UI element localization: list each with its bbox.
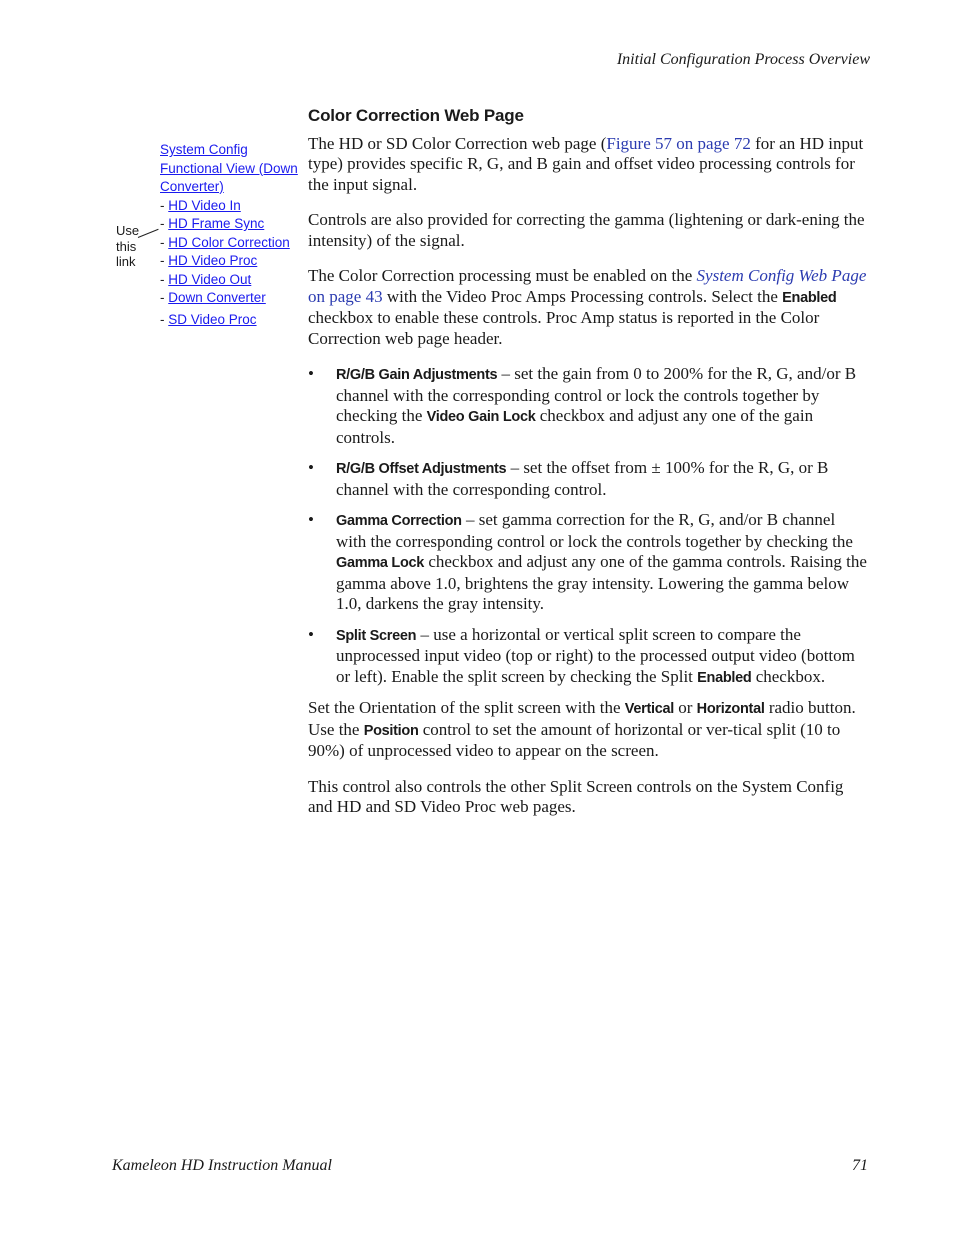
nav-dash: - — [160, 253, 169, 268]
footer-page-number: 71 — [852, 1157, 868, 1174]
ui-term: R/G/B Offset Adjustments — [336, 461, 507, 477]
nav-dash: - — [160, 311, 169, 327]
ui-term: Horizontal — [696, 701, 765, 717]
text: for an HD input type) provides specific R, G, and B gain and offset video processing controls for the input signal. — [308, 133, 864, 194]
text: The Color Correction processing must be enabled on the — [308, 266, 697, 285]
nav-link-down-converter[interactable]: Down Converter — [168, 290, 266, 305]
ui-term: Enabled — [697, 669, 752, 686]
text: – set the offset from ± 100% for the R, G, or B channel with the corresponding control. — [336, 458, 829, 499]
page-43-link[interactable]: on page 43 — [308, 286, 383, 306]
nav-link-hd-color-correction[interactable]: HD Color Correction — [168, 234, 290, 250]
text: control to set the amount of horizontal or ver-tical split (10 to 90%) of unprocessed video to appear on the screen. — [308, 719, 841, 760]
split-controls-paragraph: This control also controls the other Split Screen controls on the System Config and HD and SD Video Proc web pages. — [308, 776, 844, 816]
text: checkbox to enable these controls. Proc Amp status is reported in the Color Correction web page header. — [308, 308, 820, 348]
bullet-glyph: • — [308, 458, 314, 477]
running-header: Initial Configuration Process Overview — [616, 51, 870, 68]
bullet-gamma — [308, 510, 868, 615]
nav-link-tree — [160, 141, 305, 329]
text: – use a horizontal or vertical split screen to compare the unprocessed input video (top or right) to the processed output video (bottom or left). Enable the split screen by checking the Split — [336, 624, 855, 686]
ui-term: Vertical — [624, 701, 674, 717]
callout-pointer-line — [138, 229, 159, 238]
ui-term: Gamma Lock — [336, 555, 425, 571]
text: checkbox and adjust any one of the gain controls. — [336, 406, 814, 447]
ui-term-enabled: Enabled — [782, 289, 837, 306]
nav-dash: - — [160, 197, 169, 213]
system-config-web-page-link[interactable]: System Config Web Page — [696, 266, 867, 285]
main-content — [308, 106, 868, 833]
bullet-glyph: • — [308, 510, 314, 529]
nav-dash: - — [160, 271, 169, 287]
callout-line-2: this — [116, 238, 137, 254]
intro-paragraph — [308, 134, 868, 196]
ui-term: Position — [363, 722, 419, 739]
nav-link-hd-video-proc[interactable]: HD Video Proc — [168, 253, 258, 268]
controls-bullet-list — [308, 364, 868, 688]
nav-link-sd-video-proc[interactable]: SD Video Proc — [168, 311, 257, 327]
nav-link-hd-frame-sync[interactable]: HD Frame Sync — [168, 216, 265, 231]
split-orientation-paragraph — [308, 698, 868, 762]
bullet-split-screen — [308, 625, 868, 689]
ui-term: Gamma Correction — [336, 513, 462, 529]
nav-link-hd-video-out[interactable]: HD Video Out — [168, 271, 252, 287]
text: checkbox. — [751, 666, 826, 686]
text: – set the gain from 0 to 200% for the R, G, and/or B channel with the corresponding control or lock the controls together by checking the — [336, 364, 857, 425]
nav-dash: - — [160, 290, 169, 305]
nav-dash: - — [160, 234, 169, 250]
text: checkbox and adjust any one of the gamma controls. Raising the gamma above 1.0, brightens the gray intensity. Lowering the gamma below 1.0, darkens the gray intensity. — [336, 552, 867, 613]
text: or — [674, 698, 697, 717]
callout-line-1: Use — [116, 223, 140, 238]
footer-manual-title: Kameleon HD Instruction Manual — [112, 1157, 332, 1174]
bullet-glyph: • — [308, 364, 314, 383]
enable-paragraph — [308, 266, 868, 349]
nav-link-functional-view[interactable]: Functional View (Down Converter) — [160, 160, 298, 194]
nav-link-hd-video-in[interactable]: HD Video In — [168, 197, 241, 213]
nav-link-system-config[interactable]: System Config — [160, 142, 248, 157]
ui-term: Split Screen — [336, 627, 417, 644]
ui-term: R/G/B Gain Adjustments — [336, 367, 498, 383]
callout-line-3: link — [116, 254, 136, 269]
text: radio button. Use the — [308, 698, 856, 739]
bullet-glyph: • — [308, 624, 314, 644]
figure-57-link[interactable]: Figure 57 on page 72 — [606, 133, 751, 153]
section-title: Color Correction Web Page — [308, 106, 524, 125]
ui-term: Video Gain Lock — [426, 409, 536, 425]
nav-dash: - — [160, 216, 169, 231]
text: The HD or SD Color Correction web page ( — [308, 133, 607, 153]
text: with the Video Proc Amps Processing controls. Select the — [382, 286, 783, 306]
text: – set gamma correction for the R, G, and/or B channel with the corresponding control or lock the controls together by checking the — [336, 510, 853, 551]
bullet-offset — [308, 458, 868, 500]
use-this-link-callout — [116, 223, 139, 270]
text: Set the Orientation of the split screen with the — [308, 698, 625, 717]
bullet-gain — [308, 364, 868, 448]
gamma-paragraph: Controls are also provided for correcting the gamma (lightening or dark-ening the intensity) of the signal. — [308, 210, 865, 250]
